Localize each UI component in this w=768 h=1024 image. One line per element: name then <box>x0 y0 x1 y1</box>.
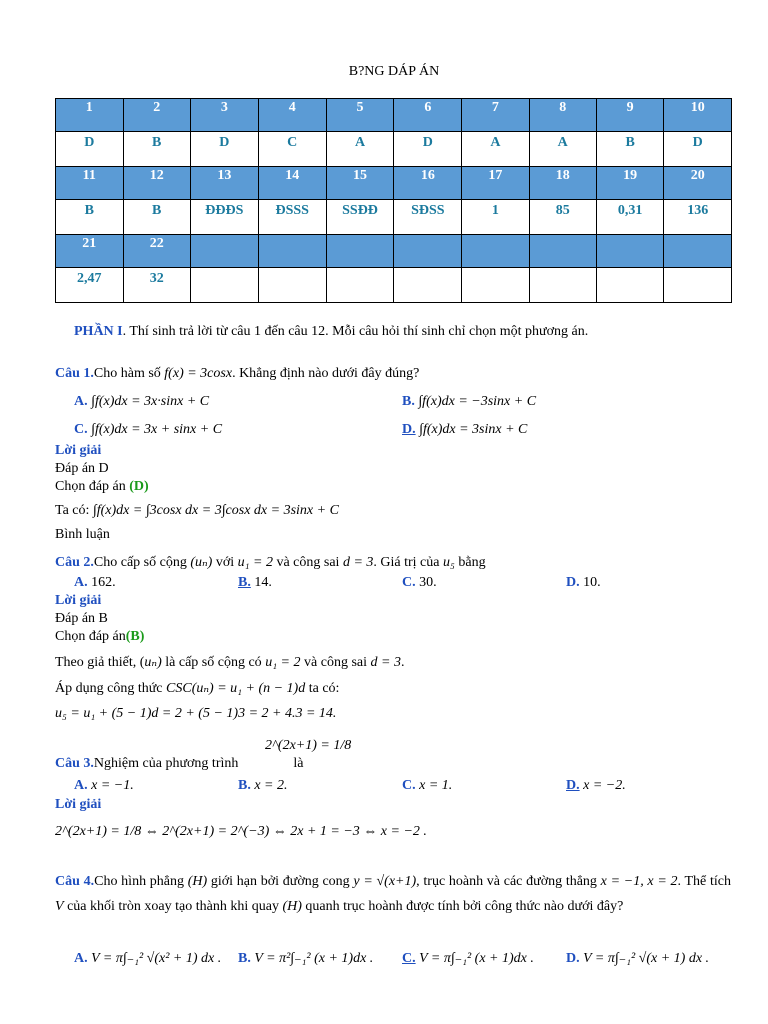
question-number-cell: 14 <box>258 167 326 200</box>
q2-option-a[interactable] <box>74 575 116 591</box>
q4-region: (H) <box>187 874 208 889</box>
q1-proof <box>55 503 339 519</box>
answer-cell: SSĐĐ <box>326 200 394 235</box>
table-row <box>56 200 732 235</box>
q2-text: . Giá trị của <box>373 555 443 570</box>
question-number-cell <box>529 235 596 268</box>
answer-cell: B <box>123 200 190 235</box>
q2-option-b[interactable] <box>238 575 272 591</box>
question-number-cell: 12 <box>123 167 190 200</box>
question-4 <box>55 869 731 919</box>
question-3 <box>55 756 303 772</box>
question-number-cell: 20 <box>664 167 732 200</box>
q3-option-b[interactable] <box>238 778 288 794</box>
question-number-cell: 10 <box>664 99 732 132</box>
q4-text: Cho hình phẳng <box>94 874 188 889</box>
question-number-cell: 7 <box>462 99 529 132</box>
given-text: và công sai <box>300 655 371 670</box>
question-number-cell: 1 <box>56 99 124 132</box>
choose-value: (D) <box>129 479 149 494</box>
question-number-cell: 21 <box>56 235 124 268</box>
answer-cell: ĐĐĐS <box>190 200 258 235</box>
given-text: . <box>400 655 405 670</box>
q2-answer: Đáp án B <box>55 611 108 626</box>
option-text: V = π²∫₋₁² (x + 1)dx . <box>254 951 374 966</box>
option-label: C. <box>74 422 88 437</box>
question-number-cell <box>394 235 462 268</box>
q1-option-b[interactable] <box>402 394 536 410</box>
table-header-row <box>56 235 732 268</box>
q1-choose <box>55 479 149 495</box>
answer-cell: ĐSSS <box>258 200 326 235</box>
option-label: D. <box>402 422 416 437</box>
q1-option-d[interactable] <box>402 422 527 438</box>
question-number-cell: 9 <box>596 99 664 132</box>
question-number-cell: 2 <box>123 99 190 132</box>
q3-option-c[interactable] <box>402 778 452 794</box>
option-text: x = −1. <box>91 778 134 793</box>
q2-text: với <box>212 555 238 570</box>
q4-text: của khối tròn xoay tạo thành khi quay <box>63 899 283 914</box>
option-label: A. <box>74 951 88 966</box>
q4-volume: V <box>55 899 64 914</box>
part-instructions: . Thí sinh trả lời từ câu 1 đến câu 12. Mỗi câu hỏi thí sinh chỉ chọn một phương án. <box>122 324 589 339</box>
answer-cell: D <box>394 132 462 167</box>
q1-text-end: . Khẳng định nào dưới đây đúng? <box>232 366 420 381</box>
q1-solution-heading: Lời giải <box>55 443 102 458</box>
q3-solution-heading: Lời giải <box>55 797 102 812</box>
option-text: 162. <box>87 575 116 590</box>
answer-cell <box>664 268 732 303</box>
answer-cell <box>596 268 664 303</box>
option-label: B. <box>238 778 251 793</box>
q2-text: Cho cấp số cộng <box>93 555 191 570</box>
q2-given <box>55 654 404 671</box>
option-label: B. <box>238 951 251 966</box>
q1-function: f(x) = 3cosx <box>164 366 233 381</box>
given-text: là cấp số cộng có <box>161 655 266 670</box>
option-label: B. <box>238 575 251 590</box>
question-number-cell <box>326 235 394 268</box>
option-text: V = π∫₋₁² (x + 1)dx . <box>419 951 534 966</box>
q3-option-a[interactable] <box>74 778 134 794</box>
table-row <box>56 132 732 167</box>
option-text: ∫f(x)dx = 3x·sinx + C <box>91 394 210 409</box>
option-label: C. <box>402 575 416 590</box>
q4-bounds: x = −1, x = 2 <box>600 874 678 889</box>
q4-region: (H) <box>282 899 302 914</box>
question-number-cell: 15 <box>326 167 394 200</box>
choose-text: Chọn đáp án <box>55 479 130 494</box>
q2-choose <box>55 629 144 645</box>
answer-cell: 1 <box>462 200 529 235</box>
answer-cell: D <box>664 132 732 167</box>
answer-table <box>55 98 732 303</box>
option-text: ∫f(x)dx = 3x + sinx + C <box>91 422 223 437</box>
answer-cell: D <box>56 132 124 167</box>
q4-label: Câu 4. <box>55 874 95 889</box>
q1-answer: Đáp án D <box>55 461 109 476</box>
table-header-row <box>56 167 732 200</box>
q2-option-d[interactable] <box>566 575 601 591</box>
choose-text: Chọn đáp án <box>55 629 126 644</box>
option-label: C. <box>402 778 416 793</box>
q2-u1: u₁ = 2 <box>237 555 273 570</box>
q2-calculation: u₅ = u₁ + (5 − 1)d = 2 + (5 − 1)3 = 2 + 4.3 = 14. <box>55 706 337 721</box>
choose-value: (B) <box>125 629 145 644</box>
q1-option-c[interactable] <box>74 422 222 438</box>
question-number-cell <box>664 235 732 268</box>
question-number-cell: 3 <box>190 99 258 132</box>
q3-proof: 2^(2x+1) = 1/8 ⇔ 2^(2x+1) = 2^(−3) ⇔ 2x + 1 = −3 ⇔ x = −2 . <box>55 824 427 839</box>
q3-text: là <box>289 756 304 771</box>
q1-label: Câu 1. <box>55 366 94 381</box>
option-label: D. <box>566 575 580 590</box>
answer-cell: A <box>529 132 596 167</box>
answer-cell <box>190 268 258 303</box>
q4-text: thức nào dưới đây? <box>515 899 624 914</box>
q2-u5: u₅ <box>443 555 455 570</box>
q1-discussion: Bình luận <box>55 527 110 542</box>
formula-text: ta có: <box>305 681 340 696</box>
q4-option-c[interactable] <box>402 950 534 967</box>
question-number-cell: 5 <box>326 99 394 132</box>
proof-prefix: Ta có: <box>55 503 93 518</box>
answer-cell: 0,31 <box>596 200 664 235</box>
given-u1: u₁ = 2 <box>265 655 301 670</box>
answer-cell: 85 <box>529 200 596 235</box>
q2-d: d = 3 <box>342 555 374 570</box>
q4-text: , trục hoành và các đường thẳng <box>416 874 597 889</box>
answer-cell <box>462 268 529 303</box>
answer-cell: A <box>462 132 529 167</box>
answer-cell: 136 <box>664 200 732 235</box>
q2-text: và công sai <box>272 555 343 570</box>
question-number-cell: 16 <box>394 167 462 200</box>
question-number-cell <box>190 235 258 268</box>
q3-text: Nghiệm của phương trình <box>93 756 242 771</box>
q4-text: . Thể tích <box>677 874 731 889</box>
given-text: Theo giả thiết, ( <box>55 655 145 670</box>
question-number-cell <box>596 235 664 268</box>
option-text: x = −2. <box>583 778 626 793</box>
formula: CSC(uₙ) = u₁ + (n − 1)d <box>166 681 306 696</box>
question-number-cell: 6 <box>394 99 462 132</box>
table-row <box>56 268 732 303</box>
option-text: 30. <box>415 575 437 590</box>
option-text: V = π∫₋₁² √(x + 1) dx . <box>583 951 710 966</box>
question-number-cell <box>258 235 326 268</box>
q4-text: quanh trục hoành được tính bởi công <box>301 899 513 914</box>
question-number-cell: 17 <box>462 167 529 200</box>
q2-sequence: (uₙ) <box>190 555 213 570</box>
question-number-cell: 19 <box>596 167 664 200</box>
answer-cell: 32 <box>123 268 190 303</box>
answer-cell <box>258 268 326 303</box>
q1-text: Cho hàm số <box>93 366 165 381</box>
answer-cell: B <box>596 132 664 167</box>
option-label: C. <box>402 951 416 966</box>
part-heading <box>74 324 588 340</box>
answer-cell <box>394 268 462 303</box>
question-number-cell: 22 <box>123 235 190 268</box>
formula-text: Áp dụng công thức <box>55 681 167 696</box>
q2-option-c[interactable] <box>402 575 437 591</box>
part-label: PHẦN I <box>74 324 123 339</box>
option-label: D. <box>566 778 580 793</box>
option-text: V = π∫₋₁² √(x² + 1) dx . <box>91 951 222 966</box>
option-text: 14. <box>250 575 272 590</box>
q4-curve: y = √(x+1) <box>353 874 417 889</box>
given-d: d = 3 <box>370 655 401 670</box>
q4-option-d[interactable] <box>566 950 709 967</box>
answer-cell <box>529 268 596 303</box>
question-number-cell: 4 <box>258 99 326 132</box>
q4-option-a[interactable] <box>74 950 221 967</box>
answer-cell: B <box>56 200 124 235</box>
option-text: ∫f(x)dx = −3sinx + C <box>418 394 537 409</box>
given-sequence: uₙ) <box>144 655 162 670</box>
q3-option-d[interactable] <box>566 778 626 794</box>
q2-text: bằng <box>454 555 486 570</box>
option-label: D. <box>566 951 580 966</box>
option-text: x = 1. <box>419 778 453 793</box>
q3-equation-display: 2^(2x+1) = 1/8 <box>265 738 352 753</box>
answer-cell: A <box>326 132 394 167</box>
question-number-cell: 13 <box>190 167 258 200</box>
question-number-cell <box>462 235 529 268</box>
q4-option-b[interactable] <box>238 950 373 967</box>
proof-formula: ∫f(x)dx = ∫3cosx dx = 3∫cosx dx = 3sinx + C <box>92 503 339 518</box>
question-number-cell: 8 <box>529 99 596 132</box>
option-text: x = 2. <box>254 778 288 793</box>
question-2 <box>55 554 486 571</box>
option-text: 10. <box>579 575 601 590</box>
question-number-cell: 18 <box>529 167 596 200</box>
answer-cell: C <box>258 132 326 167</box>
q1-option-a[interactable] <box>74 394 209 410</box>
q2-label: Câu 2. <box>55 555 94 570</box>
page-title: B?NG DÁP ÁN <box>348 64 440 79</box>
answer-cell: B <box>123 132 190 167</box>
option-label: B. <box>402 394 415 409</box>
answer-cell: D <box>190 132 258 167</box>
option-label: A. <box>74 575 88 590</box>
option-label: A. <box>74 394 88 409</box>
question-1 <box>55 366 419 382</box>
question-number-cell: 11 <box>56 167 124 200</box>
q4-text: giới hạn bởi đường cong <box>207 874 354 889</box>
answer-cell <box>326 268 394 303</box>
q2-formula <box>55 680 339 697</box>
answer-cell: SĐSS <box>394 200 462 235</box>
table-header-row <box>56 99 732 132</box>
option-text: ∫f(x)dx = 3sinx + C <box>419 422 528 437</box>
q3-label: Câu 3. <box>55 756 94 771</box>
option-label: A. <box>74 778 88 793</box>
answer-cell: 2,47 <box>56 268 124 303</box>
q2-solution-heading: Lời giải <box>55 593 102 608</box>
